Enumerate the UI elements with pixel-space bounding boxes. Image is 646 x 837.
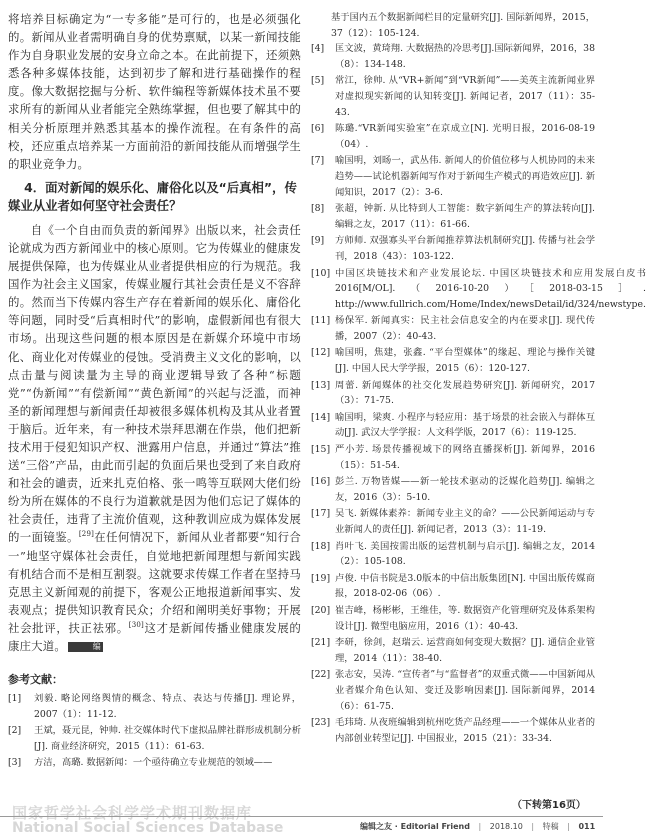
- reference-number: [22]: [311, 669, 331, 681]
- reference-text: 严小芳. 场景传播视域下的网络直播探析[J]. 新闻界，2016（15）：51-54.: [335, 444, 595, 471]
- footer-section: 特稿: [542, 822, 559, 831]
- reference-text: 周蕾. 新闻媒体的社交化发展趋势研究[J]. 新闻研究，2017（3）：71-75.: [335, 379, 595, 407]
- reference-item: [311, 153, 595, 200]
- watermark-chinese: 国家哲学社会科学学术期刊数据库: [12, 804, 253, 822]
- reference-item: [311, 345, 595, 376]
- reference-number: [20]: [311, 604, 331, 616]
- reference-text: 崔吉峰，杨彬彬，王维佳，等. 数据资产化管理研究及体系架构设计[J]. 微型电脑应用，2016（1）：40-43.: [335, 604, 595, 632]
- reference-number: [18]: [311, 540, 331, 552]
- section-heading: 4．面对新闻的娱乐化、庸俗化以及“后真相”，传媒业从业者如何坚守社会责任？: [8, 179, 297, 213]
- citation-marker: [30]: [128, 621, 144, 630]
- reference-item: [311, 410, 595, 441]
- footer-issue: 2018.10: [489, 822, 523, 831]
- reference-number: [11]: [311, 315, 331, 327]
- reference-text: 刘毅. 略论网络舆情的概念、特点、表达与传播[J]. 理论界，2007（1）：11-12.: [34, 693, 301, 720]
- watermark-english: National Social Sciences Database: [12, 820, 284, 836]
- reference-text: 匡文波，黄琦翔. 大数据热的冷思考[J].国际新闻界，2016，38（8）：134-148.: [335, 43, 595, 70]
- reference-item: [311, 73, 595, 120]
- paragraph: [8, 221, 301, 655]
- reference-text: 卢俊. 中信书院是3.0版本的中信出版集团[N]. 中国出版传媒商报，2018-02-06（06）.: [335, 572, 595, 600]
- reference-item: [311, 41, 595, 72]
- body-text-top: [8, 10, 301, 173]
- references-list-right: [311, 41, 646, 746]
- footer-separator: |: [531, 822, 535, 831]
- reference-text: 常江，徐帅. 从“VR+新闻”到“VR新闻”——美英主流新闻业界对虚拟现实新闻的认知转变[J]. 新闻记者，2017（11）：35-43.: [335, 75, 595, 118]
- reference-item: [311, 313, 595, 344]
- reference-item: [311, 266, 646, 313]
- reference-text: 李研，徐剑，赵瑞云. 运营商如何变现大数据？[J]. 通信企业管理，2014（11）：38-40.: [335, 637, 595, 664]
- reference-number: [21]: [311, 637, 331, 649]
- right-column: [311, 10, 646, 747]
- reference-number: [23]: [311, 717, 331, 729]
- reference-item: [311, 201, 595, 232]
- continued-on-page-note: （下转第16页）: [512, 800, 586, 811]
- reference-text: 中国区块链技术和产业发展论坛. 中国区块链技术和应用发展白皮书2016[M/OL].（2016-10-20）［2018-03-15］. http://www.fullrich.com/Home/Index/newsDetail/id/324/newstype.: [335, 267, 646, 310]
- reference-text: 方师师. 双强寡头平台新闻推荐算法机制研究[J]. 传播与社会学刊，2018（43）：103-122.: [335, 235, 595, 262]
- reference-item: [8, 723, 301, 754]
- paragraph: 将培养目标确定为“一专多能”是可行的，也是必须强化的。新闻从业者需明确自身的优势禀赋，以某一新闻技能作为自身职业发展的安身立命之本。在此前提下，还须熟悉各种多媒体技能，达到初步了解和进行基础操作的程度。像大数据挖掘与分析、软件编程等新媒体技术虽不要求所有的新闻从业者能完全熟练掌握，但也要了解其中的相关分析原理并熟悉其基本的操作流程。在有条件的高校，还应重点培养某一方面前沿的新闻技能从而增强学生的职业竞争力。: [8, 12, 301, 171]
- reference-number: [6]: [311, 123, 325, 135]
- reference-item: [8, 755, 301, 771]
- reference-number: [8]: [311, 203, 325, 215]
- reference-text: 陈璐.“VR新闻实验室”在京成立[N]. 光明日报，2016-08-19（04）.: [335, 123, 595, 150]
- references-list-left: [8, 691, 301, 771]
- reference-number: [15]: [311, 444, 331, 456]
- paragraph-text: 自《一个自由而负责的新闻界》出版以来，社会责任论就成为西方新闻业中的核心原则。它为传媒业的健康发展提供保障，也为传媒业从业者提供相应的行为规范。我国作为社会主义国家，传媒业履行其社会责任是义不容辞的。然而当下传媒内容生产存在着新闻的娱乐化、庸俗化等问题，同时受“后真相时代”的影响，虚假新闻也有很大市场。出现这些问题的根本原因是在新媒介环境中市场化、商业化对传媒业的侵蚀。受消费主义文化的影响，以点击量与阅读量为主导的商业逻辑导致了各种“标题党”“伪新闻”“有偿新闻”“黄色新闻”的兴起与泛滥，而神圣的新闻理想与新闻责任却被很多媒体机构及其从业者置于脑后。近年来，有一种技术崇拜思潮在作祟，他们把新技术用于侵犯知识产权、泄露用户信息，并通过“算法”推送“三俗”产品，由此而引起的负面后果也受到了来自政府和社会的谴责，近来扎克伯格、张一鸣等互联网大佬们纷纷为所在媒体的不良行为道歉就是因为他们忘记了媒体的社会责任，违背了主流价值观，这种教训应成为媒体发展的一面镜鉴。: [8, 222, 301, 545]
- reference-item: [311, 378, 595, 409]
- footer-journal-name: 编辑之友 · Editorial Friend: [360, 822, 470, 831]
- page-footer: [360, 821, 601, 832]
- reference-text: 张超，钟新. 从比特到人工智能：数字新闻生产的算法转向[J]. 编辑之友，2017（11）：61-66.: [335, 203, 595, 230]
- reference-number: [16]: [311, 476, 331, 488]
- reference-number: [17]: [311, 508, 331, 520]
- database-watermark: [12, 806, 283, 836]
- section-body: [8, 221, 301, 655]
- reference-number: [4]: [311, 43, 325, 55]
- reference-item: [311, 506, 595, 537]
- reference-number: [1]: [8, 693, 22, 705]
- reference-text: 肖叶飞. 美国按需出版的运营机制与启示[J]. 编辑之友，2014（2）：105-108.: [335, 540, 595, 568]
- footer-separator: |: [478, 822, 482, 831]
- reference-item: [311, 635, 595, 666]
- reference-number: [12]: [311, 347, 331, 359]
- reference-number: [10]: [311, 267, 331, 279]
- reference-number: [3]: [8, 757, 22, 769]
- reference-text: 喻国明，焦建，张鑫. “平台型媒体”的缘起、理论与操作关键[J]. 中国人民大学学报，2015（6）：120-127.: [335, 347, 595, 375]
- reference-text: 喻国明，刘旸一，武丛伟. 新闻人的价值位移与人机协同的未来趋势——试论机器新闻写作对于新闻生产模式的再造效应[J]. 新闻知识，2017（2）：3-6.: [335, 155, 595, 198]
- reference-number: [9]: [311, 235, 325, 247]
- reference-item: [311, 667, 595, 714]
- reference-number: [5]: [311, 75, 325, 87]
- reference-continuation: 基于国内五个数据新闻栏目的定量研究[J]. 国际新闻界，2015，37（12）：105-124.: [331, 12, 595, 39]
- reference-text: 王斌，聂元昆，钟帅. 社交媒体时代下虚拟品牌社群形成机制分析[J]. 商业经济研究，2015（11）：61-63.: [34, 725, 301, 752]
- reference-text: 吴飞. 新媒体素养：新闻专业主义的命？——公民新闻运动与专业新闻人的责任[J]. 新闻记者，2013（3）：11-19.: [335, 508, 595, 535]
- reference-item: [311, 474, 595, 505]
- reference-number: [7]: [311, 155, 325, 167]
- reference-number: [2]: [8, 725, 22, 737]
- left-column: [8, 10, 301, 772]
- citation-marker: [29]: [78, 530, 95, 539]
- reference-item: [311, 442, 595, 473]
- references-title: 参考文献：: [8, 673, 63, 687]
- reference-item: [311, 121, 595, 152]
- reference-item: [311, 715, 595, 746]
- end-of-article-mark: 编: [68, 642, 103, 652]
- footer-divider: [0, 816, 603, 817]
- reference-item: [311, 571, 595, 602]
- reference-item: [8, 691, 301, 722]
- reference-text: 杨保军. 新闻真实：民主社会信息安全的内在要求[J]. 现代传播，2007（2）：40-43.: [335, 315, 595, 342]
- reference-number: [19]: [311, 572, 331, 584]
- reference-item: [311, 539, 595, 570]
- paragraph-text-tail: 在任何情况下，新闻从业者都要“知行合一”地坚守媒体社会责任，自觉地把新闻理想与新闻实践有机结合而不是相互割裂。这就要求传媒工作者在坚持马克思主义新闻观的前提下，客观公正地报道新闻事实、发表观点；提供知识教育民众；介绍和阐明美好事物；开展社会批评，扶正祛邪。: [8, 530, 301, 635]
- reference-number: [14]: [311, 411, 331, 423]
- reference-text: 毛玮琦. 从夜班编辑到杭州吃货产品经理——一个媒体从业者的内部创业转型记[J]. 中国报业，2015（21）：33-34.: [335, 717, 595, 744]
- reference-text: 彭兰. 万物皆媒——新一轮技术驱动的泛媒化趋势[J]. 编辑之友，2016（3）：5-10.: [335, 476, 595, 503]
- paragraph-text-end: 这才是新闻传播业健康发展的康庄大道。: [8, 620, 301, 653]
- footer-separator: |: [567, 822, 570, 831]
- reference-item: [311, 233, 595, 264]
- reference-number: [13]: [311, 379, 331, 391]
- reference-text: 张志安，吴涛. “宣传者”与“监督者”的双重式微——中国新闻从业者媒介角色认知、变迁及影响因素[J]. 国际新闻界，2014（6）：61-75.: [335, 669, 595, 712]
- reference-item: [311, 603, 595, 634]
- page-number: 011: [578, 822, 596, 831]
- reference-text: 方洁，高璐. 数据新闻：一个亟待确立专业规范的领域——: [34, 757, 273, 769]
- reference-text: 喻国明，梁爽. 小程序与轻应用：基于场景的社会嵌入与群体互动[J]. 武汉大学学报：人文科学版，2017（6）：119-125.: [335, 411, 595, 439]
